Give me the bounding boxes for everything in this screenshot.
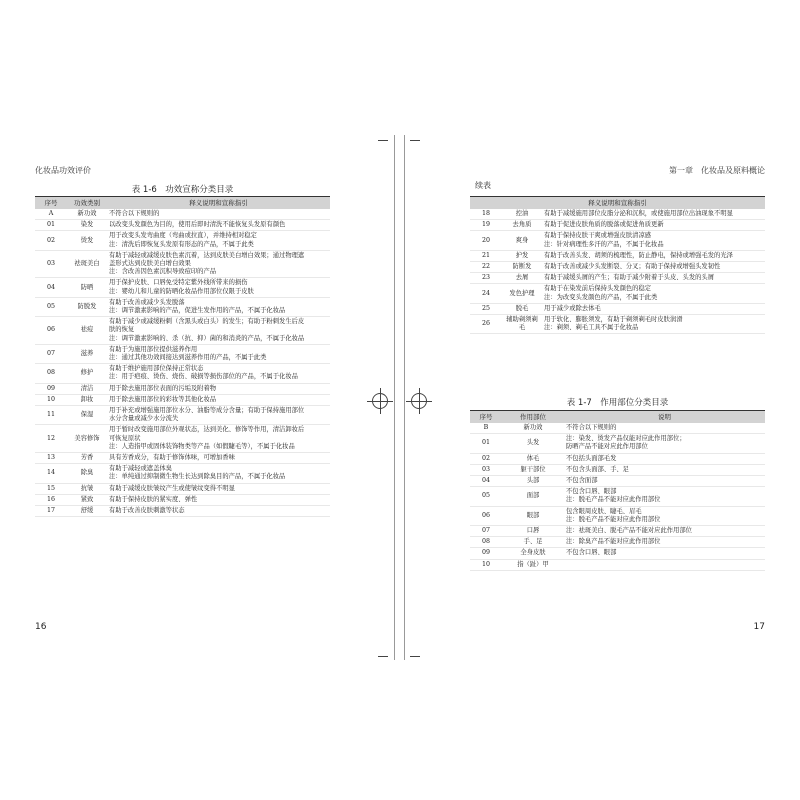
table-row	[470, 476, 765, 487]
row-number: 06	[470, 506, 502, 525]
description-line: 不包含头面部、手、足	[566, 465, 629, 473]
row-number: 08	[470, 537, 502, 548]
row-description	[564, 487, 765, 506]
row-description	[564, 453, 765, 464]
row-description	[564, 506, 765, 525]
row-category: 控油	[502, 209, 542, 220]
row-number: 04	[470, 476, 502, 487]
description-line: 有助于改善或减少头发断裂、分叉；有助于保持或增强头发韧性	[544, 263, 721, 271]
row-number: 22	[470, 262, 502, 273]
description-line: 注：脱毛产品不能对应此作用部位	[566, 496, 661, 504]
row-category: 烫发	[67, 231, 107, 250]
row-category: 滋养	[67, 344, 107, 363]
table-row	[35, 506, 330, 517]
description-line: 不包含面部	[566, 477, 598, 485]
row-description	[564, 548, 765, 559]
row-description	[564, 423, 765, 434]
row-number: 18	[470, 209, 502, 220]
table-row	[470, 526, 765, 537]
description-line: 用于除去施用部位的彩妆等其他化妆品	[109, 395, 217, 403]
row-category: 去屑	[502, 273, 542, 284]
table-row	[35, 383, 330, 394]
row-number: A	[35, 209, 67, 220]
row-description	[107, 364, 330, 383]
row-number: 03	[35, 250, 67, 278]
table-header-row	[470, 197, 765, 210]
description-line: 防晒产品不能对应此作用部位	[566, 443, 648, 451]
table-1-6	[35, 196, 330, 517]
description-line: 有助于改善皮肤刺激等状态	[109, 507, 185, 515]
table-row	[470, 303, 765, 314]
table-row	[35, 344, 330, 363]
table-row	[470, 487, 765, 506]
row-description	[107, 209, 330, 220]
description-line: 注：祛斑美白、脱毛产品不能对应此作用部位	[566, 527, 692, 535]
row-number: 14	[35, 464, 67, 483]
row-description	[542, 209, 765, 220]
description-line: 注：含改善因色素沉积导致痘印的产品	[109, 268, 217, 276]
row-number: 24	[470, 284, 502, 303]
description-line: 可恢复原状	[109, 434, 141, 442]
row-category: 紧致	[67, 494, 107, 505]
row-description	[564, 476, 765, 487]
col-header-category: 功效类别	[67, 197, 107, 210]
row-description	[542, 303, 765, 314]
description-line: 注：剃须、剃毛工具不属于化妆品	[544, 324, 639, 332]
row-description	[542, 262, 765, 273]
table-row	[35, 278, 330, 297]
description-line: 注：为改变头发颜色的产品，不属于此类	[544, 293, 658, 301]
row-description	[107, 394, 330, 405]
row-category: 芳香	[67, 453, 107, 464]
left-page-number: 16	[35, 622, 47, 632]
description-line: 有助于为施用部位提供滋养作用	[109, 345, 198, 353]
table-row	[470, 506, 765, 525]
continued-label: 续表	[475, 181, 491, 190]
description-line: 有助于保持皮肤的紧实度、弹性	[109, 495, 198, 503]
table-row	[35, 425, 330, 453]
crop-mark	[378, 656, 388, 657]
description-line: 用于暂时改变施用部位外观状态，达到美化、修饰等作用，清洁卸妆后	[109, 426, 305, 434]
row-description	[564, 559, 765, 570]
row-number: 02	[470, 453, 502, 464]
table-row	[470, 315, 765, 334]
description-line: 肤的恢复	[109, 326, 135, 334]
row-category: 防脱发	[67, 297, 107, 316]
description-line: 注：人造指甲或固体装饰物类等产品（如假睫毛等），不属于化妆品	[109, 442, 295, 450]
row-number: 06	[35, 317, 67, 345]
row-number: 17	[35, 506, 67, 517]
table-1-7	[470, 410, 765, 571]
description-line: 有助于保持皮肤干爽或增强皮肤清凉感	[544, 232, 652, 240]
registration-mark-left	[372, 393, 388, 409]
row-number: 10	[470, 559, 502, 570]
row-category: 发色护理	[502, 284, 542, 303]
row-number: 03	[470, 464, 502, 475]
description-line: 包含眼周皮肤、睫毛、眉毛	[566, 507, 642, 515]
description-line: 具有芳香成分，有助于修饰体味，可增加香味	[109, 454, 235, 462]
description-line: 不符合以下规则的	[109, 210, 160, 217]
row-number: 09	[35, 383, 67, 394]
row-number: 01	[470, 434, 502, 453]
description-line: 水分含量或减少水分流失	[109, 415, 179, 423]
table-row	[35, 297, 330, 316]
row-category: 祛斑美白	[67, 250, 107, 278]
table-row	[35, 231, 330, 250]
description-line: 有助于促进皮肤角质的脱落或促进角质更新	[544, 221, 664, 229]
description-line: 有助于减缓头屑的产生；有助于减少附着于头皮、头发的头屑	[544, 274, 715, 282]
row-number: 05	[470, 487, 502, 506]
row-part: 全身皮肤	[502, 548, 564, 559]
table-row	[35, 483, 330, 494]
description-line: 用于减少或除去体毛	[544, 304, 601, 312]
row-number: B	[470, 423, 502, 434]
description-line: 注：脱毛产品不能对应此作用部位	[566, 515, 661, 523]
description-line: 用于除去施用部位表面的污垢及附着物	[109, 384, 217, 392]
description-line: 注：针对病理性多汗的产品，不属于化妆品	[544, 240, 664, 248]
table-row	[470, 559, 765, 570]
row-part: 面部	[502, 487, 564, 506]
row-description	[107, 344, 330, 363]
description-line: 有助于减缓皮肤皱纹产生或使皱纹变得不明显	[109, 484, 235, 492]
table-row	[470, 423, 765, 434]
description-line: 注：单纯通过抑制微生物生长达到除臭目的产品，不属于化妆品	[109, 473, 286, 481]
col-header-no: 序号	[470, 411, 502, 424]
row-part: 头部	[502, 476, 564, 487]
row-description	[107, 453, 330, 464]
row-number: 23	[470, 273, 502, 284]
table-row	[470, 548, 765, 559]
table-row	[470, 464, 765, 475]
description-line: 有助于减轻或遮盖体臭	[109, 465, 172, 473]
description-line: 注：清洗后即恢复头发原有形态的产品，不属于此类	[109, 240, 254, 248]
crop-mark	[378, 140, 388, 141]
table-row	[470, 434, 765, 453]
row-category: 防断发	[502, 262, 542, 273]
description-line: 以改变头发颜色为目的，使用后即时清洗不能恢复头发原有颜色	[109, 221, 286, 229]
row-category: 去角质	[502, 220, 542, 231]
row-description	[107, 278, 330, 297]
row-description	[564, 464, 765, 475]
row-part: 躯干部位	[502, 464, 564, 475]
description-line: 注：通过其他功效间接达到滋养作用的产品，不属于此类	[109, 354, 267, 362]
row-number: 08	[35, 364, 67, 383]
row-category: 祛痘	[67, 317, 107, 345]
table-row	[470, 209, 765, 220]
row-category: 护发	[502, 250, 542, 261]
description-line: 注：染发、烫发产品仅能对应此作用部位；	[566, 435, 686, 443]
row-category: 脱毛	[502, 303, 542, 314]
table-row	[35, 464, 330, 483]
row-number: 26	[470, 315, 502, 334]
row-number: 05	[35, 297, 67, 316]
row-part: 眼部	[502, 506, 564, 525]
description-line: 不包含口唇、眼部	[566, 549, 617, 557]
col-header-description: 释义说明和宣称指引	[470, 197, 765, 210]
table-row	[470, 537, 765, 548]
row-category: 舒缓	[67, 506, 107, 517]
row-category: 新功效	[67, 209, 107, 220]
description-line: 注：婴幼儿和儿童的防晒化妆品作用部位仅限于皮肤	[109, 287, 254, 295]
row-number: 12	[35, 425, 67, 453]
row-description	[107, 406, 330, 425]
row-number: 01	[35, 220, 67, 231]
description-line: 用于保护皮肤、口唇免受特定紫外线所带来的损伤	[109, 279, 248, 287]
row-description	[564, 537, 765, 548]
row-description	[542, 220, 765, 231]
description-line: 盖形式达到皮肤美白增白效果	[109, 260, 191, 268]
row-part: 体毛	[502, 453, 564, 464]
row-description	[107, 317, 330, 345]
row-category: 染发	[67, 220, 107, 231]
row-number: 19	[470, 220, 502, 231]
row-number: 09	[470, 548, 502, 559]
table-1-6-caption: 表 1-6 功效宣称分类目录	[131, 185, 234, 195]
description-line: 用于改变头发弯曲度（弯曲或拉直），并维持相对稳定	[109, 232, 257, 240]
row-part: 新功效	[502, 423, 564, 434]
row-category: 防晒	[67, 278, 107, 297]
row-description	[107, 506, 330, 517]
row-number: 04	[35, 278, 67, 297]
table-row	[470, 250, 765, 261]
table-row	[35, 220, 330, 231]
left-running-head: 化妆品功效评价	[35, 166, 91, 175]
description-line: 不包含口唇、眼部	[566, 488, 617, 496]
description-line: 有助于减轻或减缓皮肤色素沉着，达到皮肤美白增白效果；通过物理遮	[109, 251, 305, 259]
table-row	[470, 284, 765, 303]
description-line: 注：调节激素影响的产品，促进生发作用的产品，不属于化妆品	[109, 307, 286, 315]
table-row	[470, 453, 765, 464]
row-description	[564, 526, 765, 537]
description-line: 有助于在染发前后保持头发颜色的稳定	[544, 285, 652, 293]
row-number: 15	[35, 483, 67, 494]
row-description	[564, 434, 765, 453]
row-category: 抗皱	[67, 483, 107, 494]
table-row	[470, 273, 765, 284]
table-row	[470, 220, 765, 231]
right-page-number: 17	[753, 622, 765, 632]
col-header-part: 作用部位	[502, 411, 564, 424]
table-header-row	[470, 411, 765, 424]
description-line: 有助于改善头发、胡须的梳理性，防止静电，保持或增强毛发的光泽	[544, 251, 733, 259]
row-description	[542, 250, 765, 261]
table-row	[35, 406, 330, 425]
table-row	[470, 231, 765, 250]
row-description	[107, 297, 330, 316]
row-description	[542, 231, 765, 250]
row-number: 16	[35, 494, 67, 505]
row-description	[107, 231, 330, 250]
row-description	[107, 483, 330, 494]
table-row	[35, 209, 330, 220]
row-number: 25	[470, 303, 502, 314]
row-category: 爽身	[502, 231, 542, 250]
col-header-description: 释义说明和宣称指引	[107, 197, 330, 210]
row-description	[107, 494, 330, 505]
description-line: 有助于维护施用部位保持正常状态	[109, 365, 204, 373]
table-header-row	[35, 197, 330, 210]
row-number: 11	[35, 406, 67, 425]
table-row	[35, 364, 330, 383]
row-part: 指（趾）甲	[502, 559, 564, 570]
description-line: 有助于减少或减缓粉刺（含黑头或白头）的发生；有助于粉刺发生后皮	[109, 318, 305, 326]
right-running-head: 第一章 化妆品及原料概论	[669, 166, 765, 175]
row-description	[107, 425, 330, 453]
description-line: 注：除臭产品不能对应此作用部位	[566, 538, 661, 546]
row-category: 保湿	[67, 406, 107, 425]
row-number: 07	[470, 526, 502, 537]
row-part: 口唇	[502, 526, 564, 537]
description-line: 有助于减缓施用部位皮脂分泌和沉积，或使施用部位出油现象不明显	[544, 210, 733, 217]
row-description	[107, 250, 330, 278]
row-description	[542, 315, 765, 334]
row-description	[107, 383, 330, 394]
description-line: 注：调节激素影响的、杀（抗、抑）菌的和消炎的产品，不属于化妆品	[109, 334, 305, 342]
row-number: 21	[470, 250, 502, 261]
table-1-7-caption: 表 1-7 作用部位分类目录	[566, 398, 669, 408]
row-part: 手、足	[502, 537, 564, 548]
row-category: 清洁	[67, 383, 107, 394]
description-line: 注：用于疤痕、烫伤、烧伤、破损等损伤部位的产品，不属于化妆品	[109, 373, 298, 381]
table-row	[35, 494, 330, 505]
row-category: 辅助剃须剃毛	[502, 315, 542, 334]
col-header-note: 说明	[564, 411, 765, 424]
row-description	[542, 273, 765, 284]
row-category: 修护	[67, 364, 107, 383]
col-header-no: 序号	[35, 197, 67, 210]
table-row	[35, 453, 330, 464]
table-row	[470, 262, 765, 273]
description-line: 不符合以下规则的	[566, 424, 617, 431]
row-category: 除臭	[67, 464, 107, 483]
row-number: 10	[35, 394, 67, 405]
row-number: 13	[35, 453, 67, 464]
row-number: 20	[470, 231, 502, 250]
table-row	[35, 250, 330, 278]
spine-line-left	[394, 135, 395, 660]
table-1-6-continued	[470, 196, 765, 334]
row-category: 卸妆	[67, 394, 107, 405]
description-line: 用于软化、膨胀须发，有助于剃须剃毛时皮肤润滑	[544, 316, 683, 324]
description-line: 有助于改善或减少头发脱落	[109, 298, 185, 306]
row-category: 美容修饰	[67, 425, 107, 453]
table-row	[35, 394, 330, 405]
row-number: 07	[35, 344, 67, 363]
description-line: 不包括头面部毛发	[566, 454, 617, 462]
row-description	[542, 284, 765, 303]
table-row	[35, 317, 330, 345]
row-description	[107, 464, 330, 483]
row-part: 头发	[502, 434, 564, 453]
row-number: 02	[35, 231, 67, 250]
description-line: 用于补充或增强施用部位水分、油脂等成分含量；有助于保持施用部位	[109, 407, 305, 415]
row-description	[107, 220, 330, 231]
